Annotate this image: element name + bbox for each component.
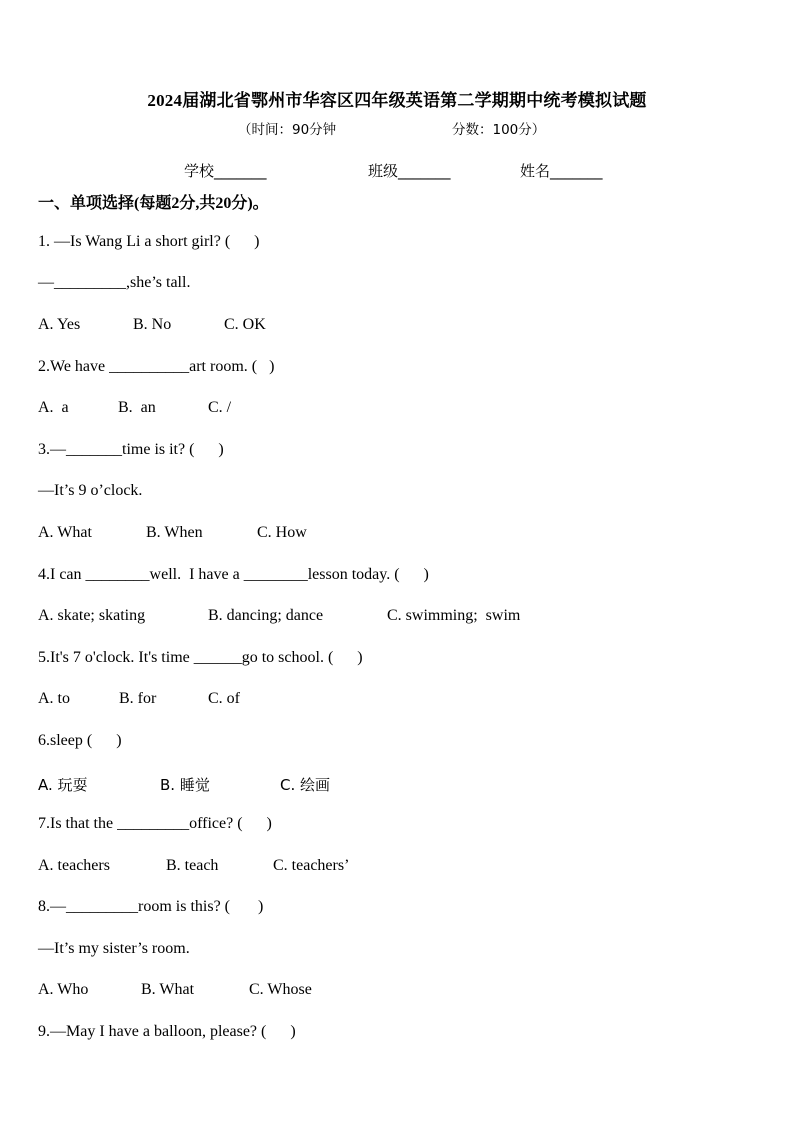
question-2-option-b: B. an xyxy=(118,399,156,416)
exam-title: 2024届湖北省鄂州市华容区四年级英语第二学期期中统考模拟试题 xyxy=(147,91,647,110)
question-7-option-c: C. teachers’ xyxy=(273,857,350,874)
question-2-stem: 2.We have __________art room. ( ) xyxy=(38,358,275,375)
question-5-option-c: C. of xyxy=(208,690,240,707)
question-6-option-b: B. 睡觉 xyxy=(160,776,210,794)
question-5-option-a: A. to xyxy=(38,690,70,707)
question-3-stem: 3.—_______time is it? ( ) xyxy=(38,441,224,458)
question-5-option-b: B. for xyxy=(119,690,157,707)
question-6-stem: 6.sleep ( ) xyxy=(38,732,122,749)
question-2-option-c: C. / xyxy=(208,399,232,416)
question-3-option-b: B. When xyxy=(146,524,203,541)
exam-score: 分数：100分） xyxy=(452,122,546,138)
question-7-option-a: A. teachers xyxy=(38,857,110,874)
class-field: 班级_______ xyxy=(368,162,451,180)
question-1-stem: 1. —Is Wang Li a short girl? ( ) xyxy=(38,233,260,250)
question-1-reply: —_________,she’s tall. xyxy=(38,274,191,291)
school-field: 学校_______ xyxy=(184,162,267,180)
question-8-option-a: A. Who xyxy=(38,981,89,998)
question-5-stem: 5.It's 7 o'clock. It's time ______go to school. ( ) xyxy=(38,649,363,666)
question-7-option-b: B. teach xyxy=(166,857,219,874)
question-4-stem: 4.I can ________well. I have a ________lesson today. ( ) xyxy=(38,566,429,583)
question-3-option-c: C. How xyxy=(257,524,307,541)
exam-time: （时间：90分钟 xyxy=(238,122,337,138)
section-heading: 一、单项选择(每题2分,共20分)。 xyxy=(38,195,269,212)
question-4-option-c: C. swimming; swim xyxy=(387,607,521,624)
question-3-reply: —It’s 9 o’clock. xyxy=(38,482,143,499)
question-6-option-a: A. 玩耍 xyxy=(38,776,88,794)
name-field: 姓名_______ xyxy=(520,162,603,180)
question-7-stem: 7.Is that the _________office? ( ) xyxy=(38,815,272,832)
question-4-option-a: A. skate; skating xyxy=(38,607,146,624)
question-8-option-b: B. What xyxy=(141,981,195,998)
question-8-option-c: C. Whose xyxy=(249,981,312,998)
question-6-option-c: C. 绘画 xyxy=(280,776,331,794)
question-2-option-a: A. a xyxy=(38,399,69,416)
question-1-option-c: C. OK xyxy=(224,316,266,333)
question-3-option-a: A. What xyxy=(38,524,92,541)
question-8-stem: 8.—_________room is this? ( ) xyxy=(38,898,264,915)
question-1-option-b: B. No xyxy=(133,316,172,333)
question-8-reply: —It’s my sister’s room. xyxy=(38,940,190,957)
question-1-option-a: A. Yes xyxy=(38,316,81,333)
question-9-stem: 9.—May I have a balloon, please? ( ) xyxy=(38,1023,296,1040)
question-4-option-b: B. dancing; dance xyxy=(208,607,324,624)
